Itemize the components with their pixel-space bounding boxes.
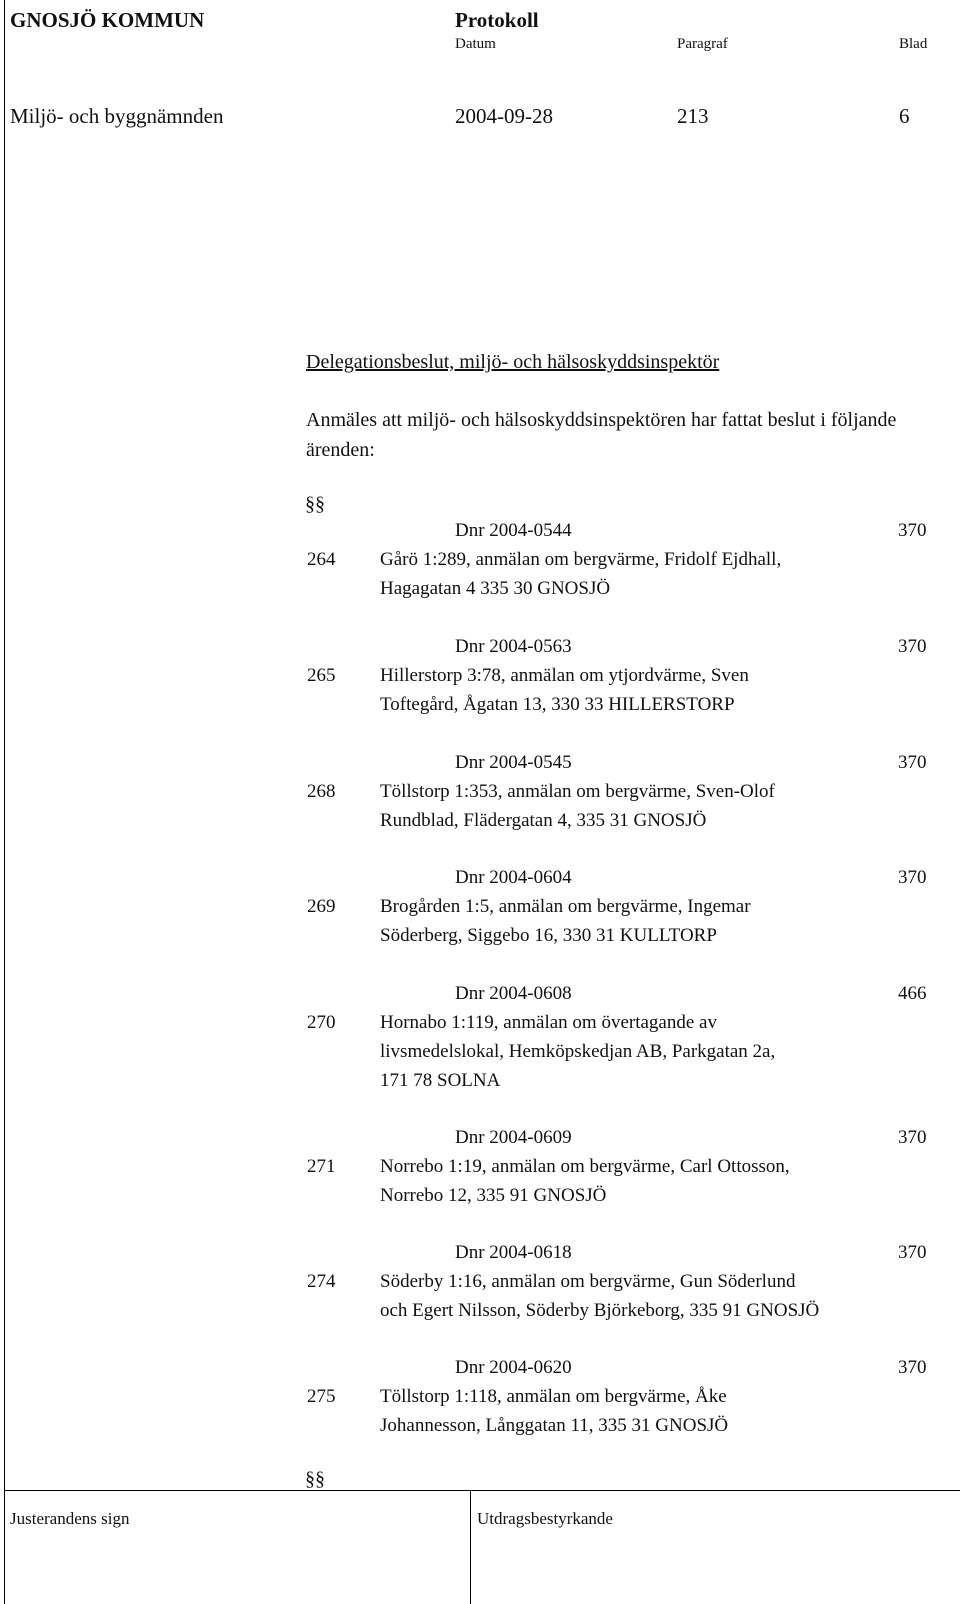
- org-name: GNOSJÖ KOMMUN: [10, 8, 205, 32]
- col-label-datum: Datum: [455, 36, 496, 52]
- entry-code: 466: [898, 983, 927, 1004]
- footer-column-divider: [470, 1490, 471, 1604]
- paragraph-number: 213: [677, 104, 709, 128]
- entry-dnr: Dnr 2004-0545: [455, 752, 572, 773]
- entry-description-line: Gårö 1:289, anmälan om bergvärme, Fridolf Ejdhall,: [380, 549, 782, 570]
- entry-description-line: Töllstorp 1:353, anmälan om bergvärme, Sven-Olof: [380, 781, 775, 802]
- entry-dnr: Dnr 2004-0563: [455, 636, 572, 657]
- entry-code: 370: [898, 636, 927, 657]
- entry-description-line: Hornabo 1:119, anmälan om övertagande av: [380, 1012, 717, 1033]
- meeting-date: 2004-09-28: [455, 104, 553, 128]
- entry-description-line: Norrebo 12, 335 91 GNOSJÖ: [380, 1185, 607, 1206]
- entry-code: 370: [898, 1357, 927, 1378]
- entry-description-line: Norrebo 1:19, anmälan om bergvärme, Carl Ottosson,: [380, 1156, 790, 1177]
- entry-code: 370: [898, 1242, 927, 1263]
- entry-description-line: Johannesson, Långgatan 11, 335 31 GNOSJÖ: [380, 1415, 729, 1436]
- entry-dnr: Dnr 2004-0544: [455, 520, 572, 541]
- entry-number: 265: [307, 665, 336, 686]
- paragraph-sign-start: §§: [305, 493, 325, 515]
- page-number: 6: [899, 104, 910, 128]
- entry-code: 370: [898, 867, 927, 888]
- entry-description-line: Töllstorp 1:118, anmälan om bergvärme, Åke: [380, 1386, 727, 1407]
- entry-number: 264: [307, 549, 336, 570]
- col-label-blad: Blad: [899, 36, 928, 52]
- entry-dnr: Dnr 2004-0618: [455, 1242, 572, 1263]
- body-name: Miljö- och byggnämnden: [10, 104, 224, 128]
- entry-number: 269: [307, 896, 336, 917]
- entry-description-line: och Egert Nilsson, Söderby Björkeborg, 335 91 GNOSJÖ: [380, 1300, 820, 1321]
- entry-description-line: Toftegård, Ågatan 13, 330 33 HILLERSTORP: [380, 694, 735, 715]
- entry-code: 370: [898, 1127, 927, 1148]
- entry-number: 270: [307, 1012, 336, 1033]
- doc-type: Protokoll: [455, 8, 539, 32]
- entry-code: 370: [898, 520, 927, 541]
- footer-utdragsbestyrkande: Utdragsbestyrkande: [477, 1509, 613, 1528]
- entry-description-line: Söderberg, Siggebo 16, 330 31 KULLTORP: [380, 925, 717, 946]
- entry-description-line: Hagagatan 4 335 30 GNOSJÖ: [380, 578, 611, 599]
- entry-dnr: Dnr 2004-0604: [455, 867, 572, 888]
- entry-dnr: Dnr 2004-0609: [455, 1127, 572, 1148]
- entry-number: 274: [307, 1271, 336, 1292]
- entry-code: 370: [898, 752, 927, 773]
- col-label-paragraf: Paragraf: [677, 36, 728, 52]
- entry-description-line: Rundblad, Flädergatan 4, 335 31 GNOSJÖ: [380, 810, 707, 831]
- left-margin-line: [4, 0, 5, 1604]
- entry-description-line: livsmedelslokal, Hemköpskedjan AB, Parkgatan 2a,: [380, 1041, 776, 1062]
- section-intro: Anmäles att miljö- och hälsoskyddsinspektören har fattat beslut i följande ärenden:: [306, 409, 897, 461]
- footer-justerandens-sign: Justerandens sign: [10, 1509, 130, 1528]
- entry-dnr: Dnr 2004-0608: [455, 983, 572, 1004]
- entry-description-line: Hillerstorp 3:78, anmälan om ytjordvärme, Sven: [380, 665, 749, 686]
- entry-description-line: 171 78 SOLNA: [380, 1070, 501, 1091]
- entry-dnr: Dnr 2004-0620: [455, 1357, 572, 1378]
- entry-number: 271: [307, 1156, 336, 1177]
- entry-number: 275: [307, 1386, 336, 1407]
- entry-description-line: Brogården 1:5, anmälan om bergvärme, Ingemar: [380, 896, 751, 917]
- entry-number: 268: [307, 781, 336, 802]
- entry-description-line: Söderby 1:16, anmälan om bergvärme, Gun Söderlund: [380, 1271, 796, 1292]
- footer-divider: [4, 1490, 960, 1491]
- paragraph-sign-end: §§: [305, 1468, 325, 1490]
- section-heading: Delegationsbeslut, miljö- och hälsoskyddsinspektör: [306, 351, 720, 373]
